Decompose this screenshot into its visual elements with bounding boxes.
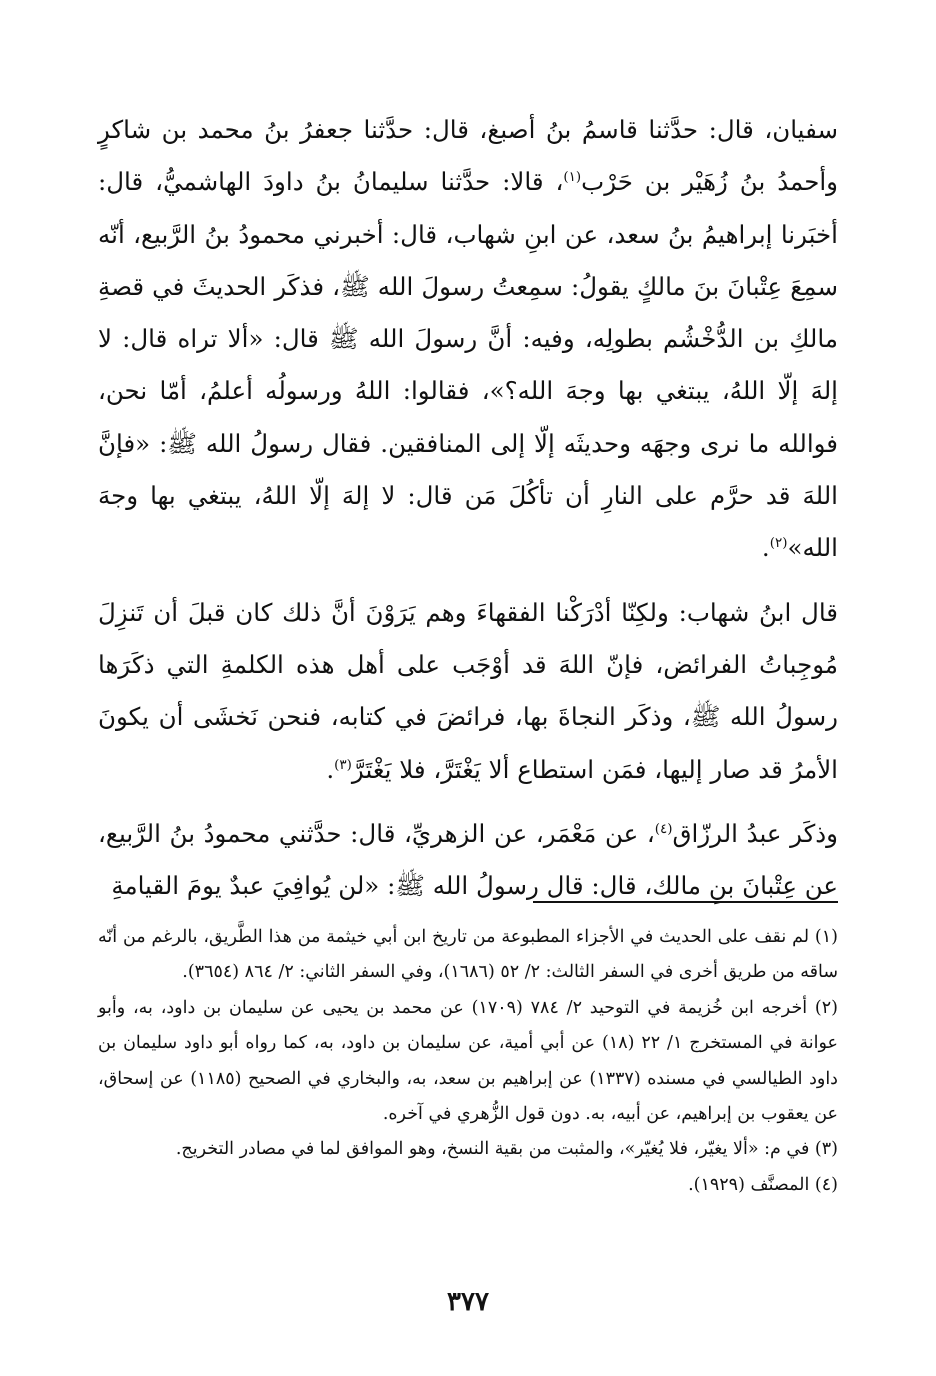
footnote: (٤) المصنَّف (١٩٢٩).: [688, 1174, 838, 1195]
body-paragraph: [98, 587, 838, 796]
body-paragraph: [98, 104, 838, 575]
footnote-marker: (٢): [769, 535, 788, 552]
paragraph-text: ، عن مَعْمَر، عن الزهريِّ، قال: حدَّثني محمودُ بنُ الرَّبيع، عن عِتْبانَ بنِ مالك، قال: قال رسولُ الله ﷺ: «لن يُوافِيَ عبدٌ يومَ القيامةِ: [98, 818, 838, 901]
footnote: (١) لم نقف على الحديث في الأجزاء المطبوعة من تاريخ ابن أبي خيثمة من هذا الطَّريق، بالرغم من أنّه ساقه من طريق أخرى في السفر الثالث: ٢/ ٥٢ (١٦٨٦)، وفي السفر الثاني: ٢/ ٨٦٤ (٣٦٥٤).: [98, 927, 838, 983]
footnote-marker: (٤): [654, 820, 673, 837]
footnote-marker: (٣): [334, 756, 352, 773]
footnotes: [98, 920, 838, 1203]
paragraph-text: .: [761, 533, 770, 563]
page-number: ٣٧٧: [447, 1287, 489, 1317]
footnote: (٣) في م: «ألا يغيّر، فلا يُغيّر»، والمثبت من بقية النسخ، وهو الموافق لما في مصادر التخريج.: [175, 1139, 838, 1160]
body-paragraph: [98, 808, 838, 913]
footnote: (٢) أخرجه ابن خُزيمة في التوحيد ٢/ ٧٨٤ (١٧٠٩) عن محمد بن يحيى عن سليمان بن داود، به، وأبو عوانة في المستخرج ١/ ٢٢ (١٨) عن أبي أمية، عن سليمان بن داود، به، كما رواه أبو داود سليمان بن داود الطيالسي في مسنده (١٣٣٧) عن إبراهيم بن سعد، به، والبخاري في الصحيح (١١٨٥) عن إسحاق، عن يعقوب بن إبراهيم، عن أبيه، به. دون قول الزُّهري في آخره.: [98, 997, 838, 1125]
paragraph-text: سفيان، قال: حدَّثنا قاسمُ بنُ أصبغ، قال: حدَّثنا جعفرُ بنُ محمد بن شاكرٍ وأحمدُ بنُ زُهَيْر بن حَرْب: [98, 115, 838, 197]
paragraph-text: وذكَر عبدُ الرزّاق: [672, 818, 838, 848]
main-text: [98, 104, 838, 912]
footnote-separator: [533, 901, 838, 903]
paragraph-text: ، قالا: حدَّثنا سليمانُ بنُ داودَ الهاشميُّ، قال: أخبَرنا إبراهيمُ بنُ سعد، عن ابنِ شهاب، قال: أخبرني محمودُ بنُ الرَّبيع، أنّه سمِعَ عِتْبانَ بنَ مالكٍ يقولُ: سمِعتُ رسولَ الله ﷺ، فذكَر الحديثَ في قصةِ مالكِ بن الدُّخْشُم بطولِه، وفيه: أنَّ رسولَ الله ﷺ قال: «ألا تراه قال: لا إلهَ إلّا اللهُ، يبتغي بها وجهَ الله؟»، فقالوا: اللهُ ورسولُه أعلمُ، أمّا نحن، فوالله ما نرى وجهَه وحديثَه إلّا إلى المنافقين. فقال رسولُ الله ﷺ: «فإنَّ اللهَ قد حرَّم على النارِ أن تأكُلَ مَن قال: لا إلهَ إلّا اللهُ، يبتغي بها وجهَ الله»: [98, 167, 838, 563]
paragraph-text: قال ابنُ شهاب: ولكِنّا أدْرَكْنا الفقهاءَ وهم يَرَوْنَ أنَّ ذلك كان قبلَ أن تَنزِلَ مُوجِباتُ الفرائض، فإنّ اللهَ قد أوْجَب على أهل هذه الكلمةِ التي ذكَرَها رسولُ الله ﷺ، وذكَر النجاةَ بها، فرائضَ في كتابه، فنحن نَخشَى أن يكونَ الأمرُ قد صار إليها، فمَن استطاع ألا يَغْتَرَّ، فلا يَغْتَرَّ: [98, 597, 838, 784]
footnote-marker: (١): [563, 169, 582, 186]
paragraph-text: .: [326, 754, 335, 784]
